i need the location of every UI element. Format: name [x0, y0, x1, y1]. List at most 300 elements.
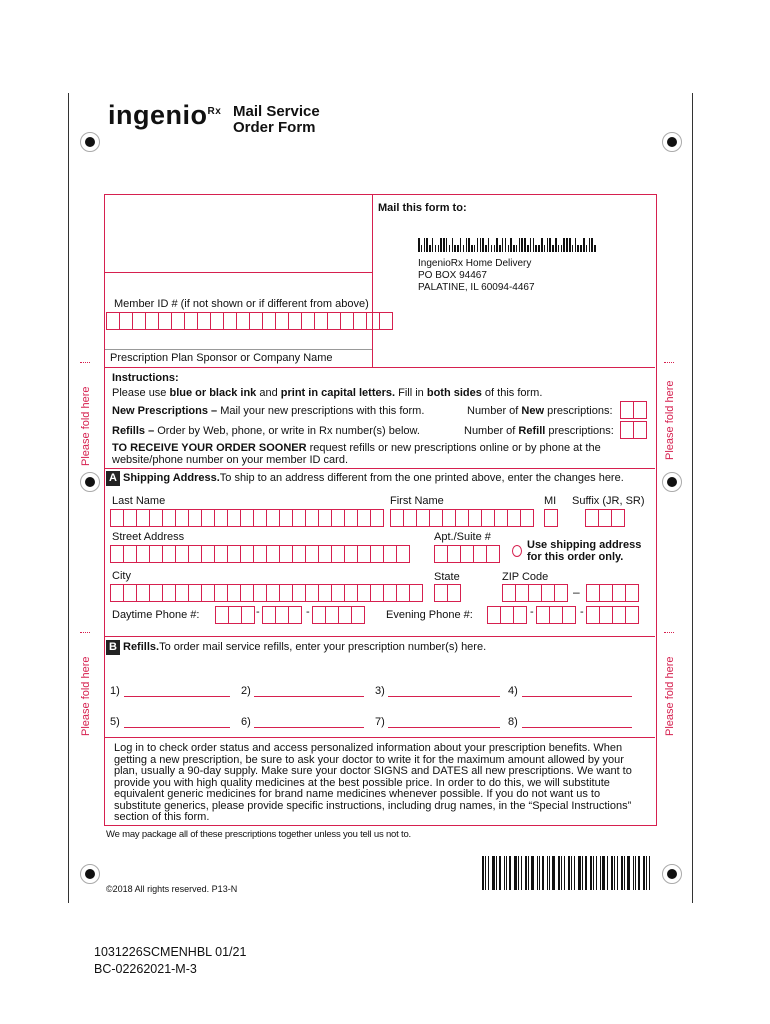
street-boxes[interactable] [110, 545, 409, 563]
barcode-bar [496, 856, 497, 890]
char-box[interactable] [318, 545, 332, 563]
char-box[interactable] [340, 312, 354, 330]
char-box[interactable] [357, 584, 371, 602]
barcode-bar [525, 856, 527, 890]
char-box[interactable] [136, 545, 150, 563]
barcode-bar [600, 856, 601, 890]
char-box[interactable] [468, 509, 482, 527]
char-box[interactable] [275, 312, 289, 330]
char-box[interactable] [162, 509, 176, 527]
apt-boxes[interactable] [434, 545, 499, 563]
char-box[interactable] [227, 509, 241, 527]
char-box[interactable] [149, 509, 163, 527]
char-box[interactable] [379, 312, 393, 330]
char-box[interactable] [188, 545, 202, 563]
char-box[interactable] [625, 584, 639, 602]
count-text: Refill [518, 425, 546, 437]
char-box[interactable] [262, 606, 276, 624]
char-box[interactable] [520, 509, 534, 527]
suffix-label: Suffix (JR, SR) [572, 495, 645, 507]
char-box[interactable] [201, 509, 215, 527]
char-box[interactable] [214, 509, 228, 527]
info-paragraph: Log in to check order status and access personalized information about your prescription benefits. When getting a new prescription, be sure to ask your doctor to write it for the maximum amount allowed by your plan, usually a 90-day supply. Make sure your doctor SIGNS and DATES all new prescriptions. We want to provide you with high quality medicines at the best possible price. In order to do this, we will substitute equivalent generic medicines for brand name medicines whenever possible. If you do not want us to substitute generics, please provide specific instructions, including drug names, in the “Special Instructions” section of this form. [114, 742, 632, 823]
char-box[interactable] [585, 509, 599, 527]
refill-item-7: 7) [375, 716, 385, 728]
char-box[interactable] [599, 584, 613, 602]
char-box[interactable] [528, 584, 542, 602]
char-box[interactable] [223, 312, 237, 330]
barcode-bar [443, 238, 445, 252]
barcode-bar [418, 238, 420, 252]
char-box[interactable] [586, 584, 600, 602]
barcode-bar [649, 856, 650, 890]
char-box[interactable] [331, 584, 345, 602]
barcode-bar [643, 856, 645, 890]
char-box[interactable] [162, 584, 176, 602]
barcode-bar [607, 856, 608, 890]
last-name-boxes[interactable] [110, 509, 383, 527]
char-box[interactable] [536, 606, 550, 624]
refill-input-1[interactable] [124, 696, 230, 697]
char-box[interactable] [162, 545, 176, 563]
refill-input-3[interactable] [388, 696, 500, 697]
day-phone-prefix[interactable] [262, 606, 301, 624]
char-box[interactable] [110, 545, 124, 563]
barcode-bar [435, 245, 437, 252]
mailto-line3: PALATINE, IL 60094-4467 [418, 282, 535, 293]
barcode-bar [527, 245, 529, 252]
char-box[interactable] [227, 584, 241, 602]
char-box[interactable] [351, 606, 365, 624]
char-box[interactable] [184, 312, 198, 330]
barcode-bar [537, 856, 538, 890]
barcode-bar [575, 238, 577, 252]
refill-input-6[interactable] [254, 727, 364, 728]
char-box[interactable] [314, 312, 328, 330]
mailto-heading: Mail this form to: [378, 202, 467, 214]
char-box[interactable] [175, 545, 189, 563]
barcode-bar [578, 856, 581, 890]
barcode-bar [499, 856, 501, 890]
char-box[interactable] [136, 509, 150, 527]
use-shipping-label-2: for this order only. [527, 551, 624, 563]
right-page-edge [692, 93, 693, 903]
char-box[interactable] [110, 584, 124, 602]
barcode-bar [502, 238, 504, 252]
barcode-bar [513, 245, 515, 252]
fold-tick [80, 362, 90, 363]
char-box[interactable] [266, 545, 280, 563]
char-box[interactable] [253, 584, 267, 602]
barcode-bar [482, 238, 484, 252]
char-box[interactable] [136, 584, 150, 602]
barcode-bar [424, 238, 426, 252]
char-box[interactable] [201, 545, 215, 563]
char-box[interactable] [366, 312, 380, 330]
char-box[interactable] [554, 584, 568, 602]
new-count-label [467, 405, 613, 417]
char-box[interactable] [549, 606, 563, 624]
refill-input-7[interactable] [388, 727, 500, 728]
barcode-bar [440, 238, 442, 252]
char-box[interactable] [620, 421, 634, 439]
phone-dash: - [580, 606, 584, 618]
char-box[interactable] [344, 584, 358, 602]
zip-label: ZIP Code [502, 571, 549, 583]
refill-input-2[interactable] [254, 696, 364, 697]
count-text: prescriptions: [545, 425, 614, 437]
divider [105, 468, 655, 469]
char-box[interactable] [106, 312, 120, 330]
day-phone-line[interactable] [312, 606, 364, 624]
eve-phone-area[interactable] [487, 606, 526, 624]
state-boxes[interactable] [434, 584, 460, 602]
barcode-bar [492, 856, 495, 890]
char-box[interactable] [434, 584, 448, 602]
char-box[interactable] [305, 584, 319, 602]
char-box[interactable] [292, 545, 306, 563]
last-name-label: Last Name [112, 495, 166, 507]
char-box[interactable] [383, 584, 397, 602]
phone-dash: - [306, 606, 310, 618]
char-box[interactable] [149, 584, 163, 602]
char-box[interactable] [344, 509, 358, 527]
char-box[interactable] [473, 545, 487, 563]
char-box[interactable] [305, 509, 319, 527]
barcode-bar [544, 245, 546, 252]
char-box[interactable] [612, 584, 626, 602]
form-barcode [482, 856, 653, 890]
char-box[interactable] [188, 509, 202, 527]
refill-count-boxes[interactable] [620, 421, 646, 439]
city-boxes[interactable] [110, 584, 422, 602]
barcode-bar [535, 245, 537, 252]
refill-item-1: 1) [110, 685, 120, 697]
barcode-bar [471, 245, 473, 252]
char-box[interactable] [370, 545, 384, 563]
char-box[interactable] [305, 545, 319, 563]
char-box[interactable] [409, 584, 423, 602]
char-box[interactable] [370, 509, 384, 527]
char-box[interactable] [396, 545, 410, 563]
char-box[interactable] [327, 312, 341, 330]
char-box[interactable] [201, 584, 215, 602]
first-name-boxes[interactable] [390, 509, 533, 527]
barcode-bar [477, 238, 479, 252]
barcode-bar [568, 856, 570, 890]
char-box[interactable] [236, 312, 250, 330]
char-box[interactable] [455, 509, 469, 527]
char-box[interactable] [279, 545, 293, 563]
char-box[interactable] [110, 509, 124, 527]
char-box[interactable] [562, 606, 576, 624]
barcode-bar [572, 245, 574, 252]
char-box[interactable] [266, 509, 280, 527]
punch-hole-icon [80, 132, 100, 152]
char-box[interactable] [145, 312, 159, 330]
char-box[interactable] [357, 545, 371, 563]
char-box[interactable] [403, 509, 417, 527]
char-box[interactable] [275, 606, 289, 624]
char-box[interactable] [171, 312, 185, 330]
char-box[interactable] [370, 584, 384, 602]
instr-text: Fill in [395, 387, 427, 399]
char-box[interactable] [292, 584, 306, 602]
barcode-bar [602, 856, 605, 890]
footer-line1: 1031226SCMENHBL 01/21 [94, 945, 247, 959]
char-box[interactable] [633, 421, 647, 439]
barcode-bar [468, 238, 470, 252]
barcode-bar [561, 245, 563, 252]
char-box[interactable] [633, 401, 647, 419]
char-box[interactable] [442, 509, 456, 527]
char-box[interactable] [228, 606, 242, 624]
day-phone-area[interactable] [215, 606, 254, 624]
char-box[interactable] [253, 509, 267, 527]
suffix-boxes[interactable] [585, 509, 624, 527]
char-box[interactable] [266, 584, 280, 602]
mi-box[interactable] [544, 509, 557, 527]
barcode-bar [566, 238, 568, 252]
logo-text: ingenio [108, 100, 208, 130]
char-box[interactable] [279, 509, 293, 527]
divider [105, 272, 372, 273]
char-box[interactable] [598, 509, 612, 527]
barcode-bar [594, 245, 596, 252]
mailto-line2: PO BOX 94467 [418, 270, 487, 281]
char-box[interactable] [227, 545, 241, 563]
char-box[interactable] [301, 312, 315, 330]
char-box[interactable] [460, 545, 474, 563]
refill-input-4[interactable] [522, 696, 632, 697]
day-phone-label: Daytime Phone #: [112, 609, 200, 621]
barcode-bar [549, 856, 550, 890]
char-box[interactable] [612, 606, 626, 624]
char-box[interactable] [586, 606, 600, 624]
eve-phone-label: Evening Phone #: [386, 609, 473, 621]
use-shipping-label-1: Use shipping address [527, 539, 642, 551]
char-box[interactable] [288, 312, 302, 330]
char-box[interactable] [240, 584, 254, 602]
char-box[interactable] [188, 584, 202, 602]
char-box[interactable] [434, 545, 448, 563]
barcode-bar [633, 856, 634, 890]
char-box[interactable] [279, 584, 293, 602]
barcode-bar [580, 245, 582, 252]
char-box[interactable] [620, 401, 634, 419]
refill-item-8: 8) [508, 716, 518, 728]
barcode-bar [583, 238, 585, 252]
char-box[interactable] [214, 584, 228, 602]
char-box[interactable] [331, 509, 345, 527]
punch-hole-icon [662, 864, 682, 884]
barcode-bar [539, 856, 540, 890]
char-box[interactable] [249, 312, 263, 330]
char-box[interactable] [215, 606, 229, 624]
char-box[interactable] [325, 606, 339, 624]
section-a-desc: To ship to an address different from the one printed above, enter the changes here. [219, 472, 624, 484]
barcode-bar [519, 238, 521, 252]
char-box[interactable] [292, 509, 306, 527]
barcode-bar [530, 238, 532, 252]
char-box[interactable] [447, 584, 461, 602]
barcode-bar [531, 856, 534, 890]
barcode-bar [614, 856, 615, 890]
barcode-bar [635, 856, 636, 890]
barcode-bar [524, 238, 526, 252]
char-box[interactable] [331, 545, 345, 563]
barcode-bar [505, 238, 507, 252]
barcode-bar [574, 856, 575, 890]
char-box[interactable] [240, 545, 254, 563]
char-box[interactable] [494, 509, 508, 527]
barcode-bar [617, 856, 618, 890]
refill-item-4: 4) [508, 685, 518, 697]
char-box[interactable] [318, 584, 332, 602]
char-box[interactable] [175, 509, 189, 527]
barcode-bar [569, 238, 571, 252]
char-box[interactable] [123, 584, 137, 602]
barcode-bar [627, 856, 630, 890]
char-box[interactable] [338, 606, 352, 624]
char-box[interactable] [210, 312, 224, 330]
char-box[interactable] [500, 606, 514, 624]
zip4-boxes[interactable] [586, 584, 638, 602]
char-box[interactable] [119, 312, 133, 330]
barcode-bar [547, 856, 548, 890]
divider [105, 367, 655, 368]
zip-dash: – [573, 585, 580, 599]
char-box[interactable] [357, 509, 371, 527]
fold-tick [664, 362, 674, 363]
new-count-boxes[interactable] [620, 401, 646, 419]
section-a-title: Shipping Address. [123, 472, 220, 484]
footer-code [94, 944, 246, 978]
char-box[interactable] [149, 545, 163, 563]
form-title-line2: Order Form [233, 119, 316, 136]
char-box[interactable] [625, 606, 639, 624]
eve-phone-line[interactable] [586, 606, 638, 624]
char-box[interactable] [262, 312, 276, 330]
sooner-text: request refills or new prescriptions online or by phone at the [306, 442, 601, 454]
barcode-bar [521, 238, 523, 252]
char-box[interactable] [123, 509, 137, 527]
barcode-bar [563, 238, 565, 252]
char-box[interactable] [318, 509, 332, 527]
char-box[interactable] [240, 509, 254, 527]
section-b-title: Refills. [123, 641, 160, 653]
left-page-edge [68, 93, 69, 903]
refill-input-5[interactable] [124, 727, 230, 728]
char-box[interactable] [544, 509, 558, 527]
char-box[interactable] [396, 584, 410, 602]
char-box[interactable] [241, 606, 255, 624]
char-box[interactable] [486, 545, 500, 563]
barcode-bar [638, 856, 640, 890]
char-box[interactable] [502, 584, 516, 602]
char-box[interactable] [481, 509, 495, 527]
barcode-bar [561, 856, 562, 890]
divider [105, 737, 655, 738]
sponsor-label: Prescription Plan Sponsor or Company Name [110, 352, 333, 364]
char-box[interactable] [487, 606, 501, 624]
char-box[interactable] [599, 606, 613, 624]
barcode-bar [460, 238, 462, 252]
phone-dash: - [530, 606, 534, 618]
section-b-letter: B [106, 640, 120, 655]
barcode-bar [429, 245, 431, 252]
char-box[interactable] [253, 545, 267, 563]
char-box[interactable] [416, 509, 430, 527]
fold-label-left-top: Please fold here [80, 386, 92, 466]
char-box[interactable] [515, 584, 529, 602]
refill-input-8[interactable] [522, 727, 632, 728]
char-box[interactable] [447, 545, 461, 563]
refill-item-3: 3) [375, 685, 385, 697]
section-a-header [106, 470, 624, 486]
divider [105, 636, 655, 637]
barcode-bar [496, 238, 498, 252]
barcode-bar [577, 245, 579, 252]
barcode-bar [504, 856, 505, 890]
char-box[interactable] [383, 545, 397, 563]
barcode-bar [509, 856, 511, 890]
refill-item-5: 5) [110, 716, 120, 728]
street-label: Street Address [112, 531, 185, 543]
section-b-header [106, 639, 486, 655]
char-box[interactable] [197, 312, 211, 330]
zip-boxes[interactable] [502, 584, 567, 602]
char-box[interactable] [611, 509, 625, 527]
sooner-bold: TO RECEIVE YOUR ORDER SOONER [112, 442, 307, 454]
char-box[interactable] [507, 509, 521, 527]
barcode-bar [564, 856, 565, 890]
punch-hole-icon [80, 864, 100, 884]
divider [105, 349, 372, 350]
barcode-bar [466, 238, 468, 252]
barcode-bar [552, 245, 554, 252]
barcode-bar [488, 238, 490, 252]
char-box[interactable] [353, 312, 367, 330]
char-box[interactable] [344, 545, 358, 563]
ingeniorx-logo [108, 100, 221, 131]
barcode-bar [591, 238, 593, 252]
form-title [233, 104, 320, 136]
package-note: We may package all of these prescriptions together unless you tell us not to. [106, 829, 411, 840]
char-box[interactable] [214, 545, 228, 563]
char-box[interactable] [513, 606, 527, 624]
char-box[interactable] [390, 509, 404, 527]
count-text: New [521, 405, 545, 417]
char-box[interactable] [158, 312, 172, 330]
barcode-bar [438, 245, 440, 252]
char-box[interactable] [132, 312, 146, 330]
char-box[interactable] [541, 584, 555, 602]
char-box[interactable] [123, 545, 137, 563]
char-box[interactable] [288, 606, 302, 624]
barcode-bar [463, 245, 465, 252]
char-box[interactable] [175, 584, 189, 602]
char-box[interactable] [312, 606, 326, 624]
member-id-boxes[interactable] [106, 312, 392, 330]
char-box[interactable] [429, 509, 443, 527]
use-shipping-radio[interactable] [512, 545, 522, 557]
barcode-bar [516, 245, 518, 252]
barcode-bar [547, 238, 549, 252]
barcode-bar [589, 238, 591, 252]
postal-barcode [418, 238, 597, 252]
eve-phone-prefix[interactable] [536, 606, 575, 624]
